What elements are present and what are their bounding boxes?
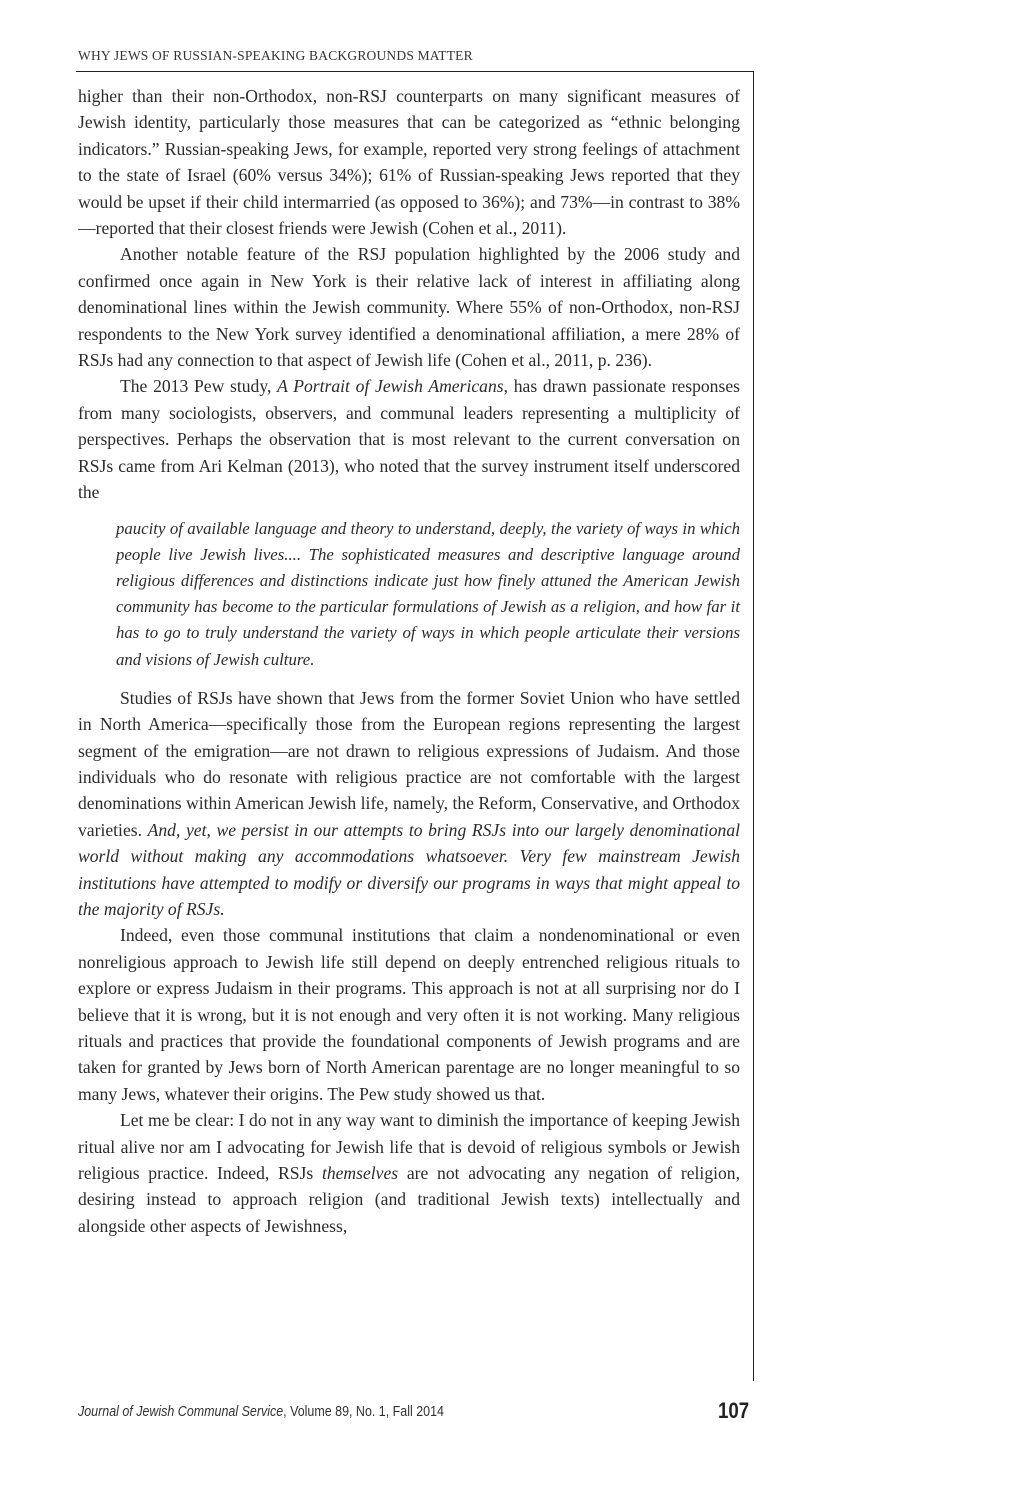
paragraph-4-lead: Studies of RSJs have shown that Jews from the former Soviet Union who have settled in North America—specifically those from the European regions representing the largest segment of the emigration—are not drawn to religious expressions of Judaism. And those individuals who do resonate with religious practice are not comfortable with the largest denominations within American Jewish life, namely, the Reform, Conservative, and Orthodox varieties.: [78, 687, 740, 840]
paragraph-5: Indeed, even those communal institutions that claim a nondenominational or even nonreligious approach to Jewish life still depend on deeply entrenched religious rituals to explore or express Judaism in their programs. This approach is not at all surprising nor do I believe that it is wrong, but it is not enough and very often it is not working. Many religious rituals and practices that provide the foundational components of Jewish programs and are taken for granted by Jews born of North American parentage are no longer meaningful to so many Jews, whatever their origins. The Pew study showed us that.: [78, 925, 740, 1104]
paragraph-3-lead: The 2013 Pew study,: [120, 376, 278, 397]
paragraph-3-rest: , has drawn passionate responses from many sociologists, observers, and communal leaders representing a multiplicity of perspectives. Perhaps the observation that is most relevant to the current conversation on RSJs came from Ari Kelman (2013), who noted that the survey instrument itself underscored the: [78, 376, 740, 503]
paragraph-4: [78, 685, 740, 923]
paragraph-2: Another notable feature of the RSJ population highlighted by the 2006 study and confirmed once again in New York is their relative lack of interest in affiliating along denominational lines within the Jewish community. Where 55% of non-Orthodox, non-RSJ respondents to the New York survey identified a denominational affiliation, a mere 28% of RSJs had any connection to that aspect of Jewish life (Cohen et al., 2011, p. 236).: [78, 244, 740, 371]
journal-name: Journal of Jewish Communal Service: [78, 1404, 284, 1420]
pew-study-title: A Portrait of Jewish Americans: [277, 376, 504, 397]
paragraph-6-rest: are not advocating any negation of religion, desiring instead to approach religion (and traditional Jewish texts) intellectually and alongside other aspects of Jewishness,: [78, 1163, 740, 1236]
paragraph-3: [78, 373, 740, 505]
footer-citation: [78, 1404, 444, 1420]
page-number: 107: [718, 1398, 750, 1423]
paragraph-6-emphasis: themselves: [321, 1163, 399, 1184]
paragraph-6-lead: Let me be clear: I do not in any way want to diminish the importance of keeping Jewish ritual alive nor am I advocating for Jewish life that is devoid of religious symbols or Jewish religious practice. Indeed, RSJs: [78, 1110, 740, 1184]
paragraph-1: higher than their non-Orthodox, non-RSJ counterparts on many significant measures of Jewish identity, particularly those measures that can be categorized as “ethnic belonging indicators.” Russian-speaking Jews, for example, reported very strong feelings of attachment to the state of Israel (60% versus 34%); 61% of Russian-speaking Jews reported that they would be upset if their child intermarried (as opposed to 36%); and 73%—in contrast to 38%—reported that their closest friends were Jewish (Cohen et al., 2011).: [78, 86, 740, 239]
journal-details: , Volume 89, No. 1, Fall 2014: [283, 1404, 444, 1420]
block-quote: paucity of available language and theory to understand, deeply, the variety of ways in which people live Jewish lives.... The sophisticated measures and descriptive language around religious differences and distinctions indicate just how finely attuned the American Jewish community has become to the particular formulations of Jewish as a religion, and how far it has to go to truly understand the variety of ways in which people articulate their versions and visions of Jewish culture.: [116, 518, 740, 669]
header-rule: [76, 71, 754, 72]
running-head: WHY JEWS OF RUSSIAN-SPEAKING BACKGROUNDS MATTER: [78, 48, 473, 63]
paragraph-4-emphasis: And, yet, we persist in our attempts to bring RSJs into our largely denominational world without making any accommodations whatsoever. Very few mainstream Jewish institutions have attempted to modify or diversify our programs in ways that might appeal to the majority of RSJs.: [78, 819, 741, 919]
body-text: [78, 83, 740, 1239]
paragraph-6: [78, 1107, 740, 1239]
margin-rule: [753, 71, 754, 1381]
